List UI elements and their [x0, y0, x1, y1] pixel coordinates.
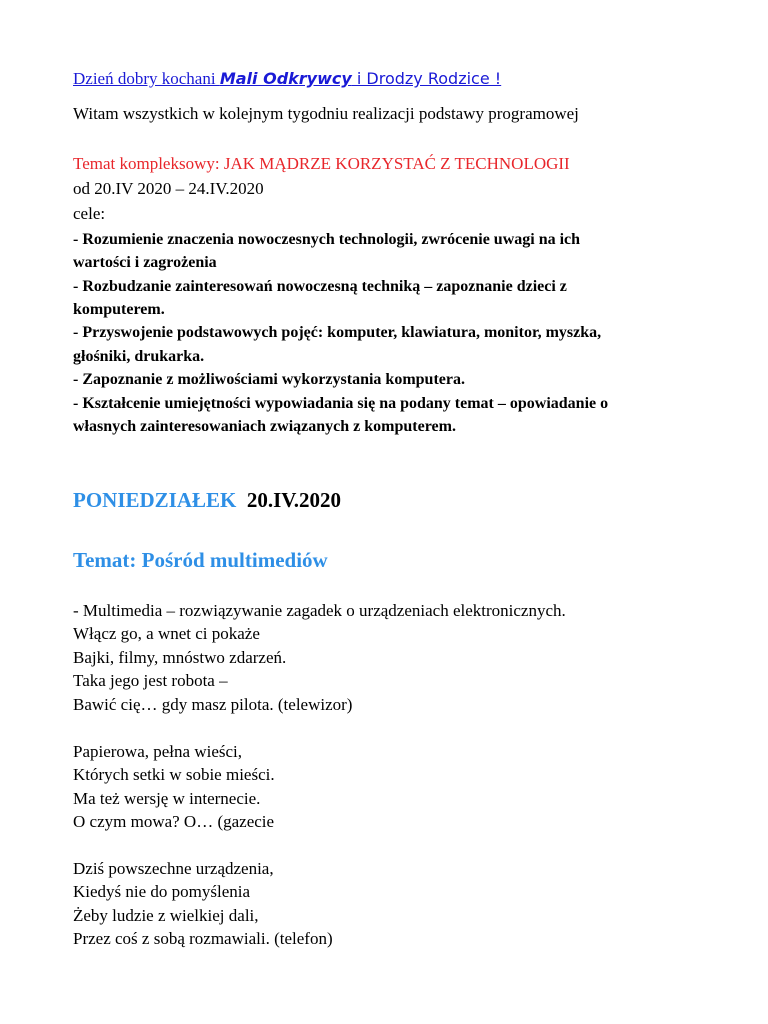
goal-line: - Przyswojenie podstawowych pojęć: komputer, klawiatura, monitor, myszka,	[73, 324, 602, 341]
theme-line: Temat kompleksowy: JAK MĄDRZE KORZYSTAĆ Z TECHNOLOGII	[73, 154, 570, 173]
topic-heading: Temat: Pośród multimediów	[73, 548, 328, 572]
riddles-intro: - Multimedia – rozwiązywanie zagadek o urządzeniach elektronicznych.	[73, 601, 566, 620]
greeting-part1: Dzień dobry kochani	[73, 69, 220, 88]
riddle-line: Przez coś z sobą rozmawiali. (telefon)	[73, 929, 333, 948]
goal-line: - Zapoznanie z możliwościami wykorzystania komputera.	[73, 371, 465, 388]
riddle-line: Bawić cię… gdy masz pilota. (telewizor)	[73, 695, 353, 714]
riddle-line: Ma też wersję w internecie.	[73, 789, 261, 808]
riddle-line: Kiedyś nie do pomyślenia	[73, 882, 251, 901]
riddle-line: Papierowa, pełna wieści,	[73, 742, 242, 761]
intro-text: Witam wszystkich w kolejnym tygodniu realizacji podstawy programowej	[73, 104, 579, 123]
riddle-line: Włącz go, a wnet ci pokaże	[73, 624, 260, 643]
goal-line: - Rozbudzanie zainteresowań nowoczesną techniką – zapoznanie dzieci z	[73, 278, 567, 295]
day-heading	[73, 487, 341, 513]
greeting-line[interactable]	[73, 68, 501, 90]
goal-line: wartości i zagrożenia	[73, 254, 217, 271]
goal-line: głośniki, drukarka.	[73, 348, 205, 365]
greeting-part2: Mali Odkrywcy	[219, 69, 352, 88]
day-date: 20.IV.2020	[246, 488, 342, 512]
riddle-line: O czym mowa? O… (gazecie	[73, 812, 275, 831]
day-name: PONIEDZIAŁEK	[73, 488, 237, 512]
greeting-part3: i Drodzy Rodzice !	[351, 69, 502, 88]
goals-label: cele:	[73, 204, 106, 223]
riddle-line: Dziś powszechne urządzenia,	[73, 859, 274, 878]
goal-line: własnych zainteresowaniach związanych z komputerem.	[73, 418, 456, 435]
riddle-line: Żeby ludzie z wielkiej dali,	[73, 906, 259, 925]
goal-line: komputerem.	[73, 301, 165, 318]
goal-line: - Kształcenie umiejętności wypowiadania się na podany temat – opowiadanie o	[73, 395, 609, 412]
riddle-line: Taka jego jest robota –	[73, 671, 228, 690]
riddle-line: Których setki w sobie mieści.	[73, 765, 275, 784]
riddle-line: Bajki, filmy, mnóstwo zdarzeń.	[73, 648, 287, 667]
date-range: od 20.IV 2020 – 24.IV.2020	[73, 179, 264, 198]
goal-line: - Rozumienie znaczenia nowoczesnych technologii, zwrócenie uwagi na ich	[73, 231, 581, 248]
